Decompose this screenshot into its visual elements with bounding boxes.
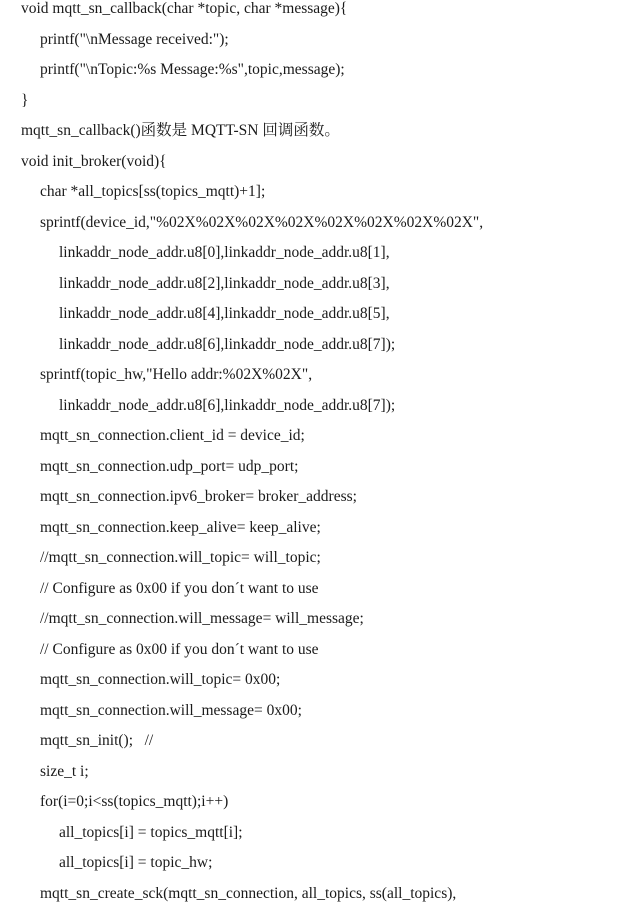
- code-line: char *all_topics[ss(topics_mqtt)+1];: [40, 183, 266, 200]
- code-line: all_topics[i] = topics_mqtt[i];: [59, 824, 243, 841]
- code-line: mqtt_sn_connection.udp_port= udp_port;: [40, 458, 299, 475]
- code-line: // Configure as 0x00 if you don´t want to use: [40, 580, 319, 597]
- code-line: mqtt_sn_connection.will_topic= 0x00;: [40, 671, 281, 688]
- code-line: size_t i;: [40, 763, 89, 780]
- code-line: mqtt_sn_init(); //: [40, 732, 154, 749]
- description-line: mqtt_sn_callback()函数是 MQTT-SN 回调函数。: [21, 122, 340, 139]
- code-line: printf("\nTopic:%s Message:%s",topic,message);: [40, 61, 345, 78]
- code-line: mqtt_sn_connection.keep_alive= keep_alive;: [40, 519, 321, 536]
- code-line: printf("\nMessage received:");: [40, 31, 229, 48]
- code-line: for(i=0;i<ss(topics_mqtt);i++): [40, 793, 229, 810]
- code-line: void mqtt_sn_callback(char *topic, char *message){: [21, 0, 348, 17]
- code-line: mqtt_sn_create_sck(mqtt_sn_connection, all_topics, ss(all_topics),: [40, 885, 457, 902]
- code-line: mqtt_sn_connection.ipv6_broker= broker_address;: [40, 488, 357, 505]
- code-line: linkaddr_node_addr.u8[2],linkaddr_node_addr.u8[3],: [59, 275, 390, 292]
- code-line: linkaddr_node_addr.u8[4],linkaddr_node_addr.u8[5],: [59, 305, 390, 322]
- code-line: // Configure as 0x00 if you don´t want to use: [40, 641, 319, 658]
- code-line: //mqtt_sn_connection.will_topic= will_topic;: [40, 549, 321, 566]
- code-line: mqtt_sn_connection.will_message= 0x00;: [40, 702, 302, 719]
- code-line: linkaddr_node_addr.u8[0],linkaddr_node_addr.u8[1],: [59, 244, 390, 261]
- code-line: }: [21, 92, 29, 109]
- code-line: sprintf(topic_hw,"Hello addr:%02X%02X",: [40, 366, 313, 383]
- code-line: //mqtt_sn_connection.will_message= will_message;: [40, 610, 364, 627]
- code-line: linkaddr_node_addr.u8[6],linkaddr_node_addr.u8[7]);: [59, 336, 396, 353]
- code-line: void init_broker(void){: [21, 153, 167, 170]
- code-line: all_topics[i] = topic_hw;: [59, 854, 213, 871]
- code-line: sprintf(device_id,"%02X%02X%02X%02X%02X%02X%02X%02X",: [40, 214, 484, 231]
- code-line: mqtt_sn_connection.client_id = device_id;: [40, 427, 305, 444]
- code-line: linkaddr_node_addr.u8[6],linkaddr_node_addr.u8[7]);: [59, 397, 396, 414]
